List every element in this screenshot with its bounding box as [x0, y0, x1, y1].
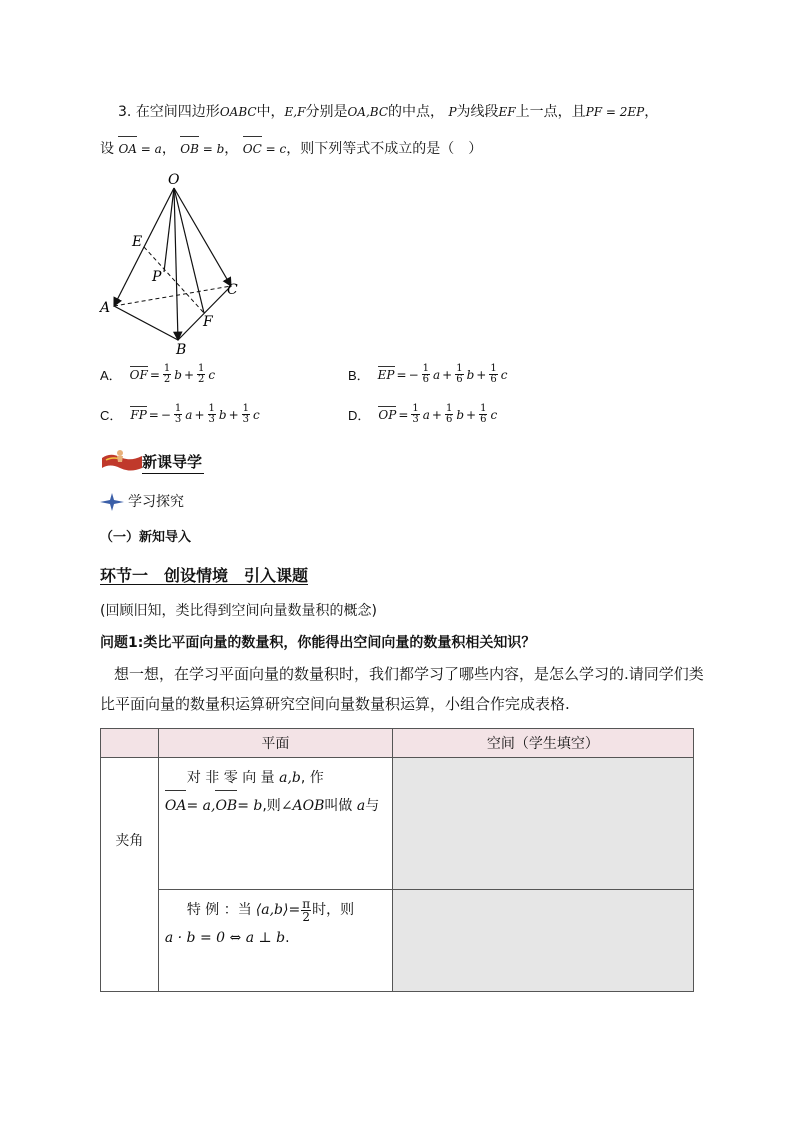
- plane-cell-special-case: [158, 890, 392, 992]
- question-line-2: 设 OA = a， OB = b， OC = c，则下列等式不成立的是（ ）: [100, 138, 482, 160]
- vector-ob: OB: [215, 792, 237, 820]
- vector-oc: OC: [243, 138, 262, 160]
- var: c: [490, 407, 498, 422]
- space-cell-definition[interactable]: [392, 758, 693, 890]
- table-header-row: [101, 729, 694, 758]
- table-row: [101, 890, 694, 992]
- var: c: [253, 407, 260, 422]
- vectors-ab: a,b: [279, 770, 301, 786]
- cell-text: 特 例 ：当: [186, 902, 252, 919]
- section-heading: [100, 448, 204, 474]
- var: c: [500, 367, 508, 382]
- fraction: $\frac{1}{6}$: [490, 363, 497, 385]
- var: a: [185, 407, 193, 422]
- fraction: $\frac{1}{2}$: [163, 363, 171, 385]
- fraction: $\frac{1}{6}$: [445, 403, 453, 425]
- question-1: 问题1:类比平面向量的数量积，你能得出空间向量的数量积相关知识？: [100, 635, 536, 651]
- option-b[interactable]: B． EP = − $\frac{1}{6}$ a + $\frac{1}{6}$ b + $\frac{1}{6}$ c: [348, 363, 508, 385]
- question-line-1: [118, 101, 658, 123]
- segment-ef: EF: [498, 105, 516, 119]
- fraction: $\frac{1}{3}$: [174, 403, 182, 425]
- eq: = b: [237, 798, 263, 814]
- option-d[interactable]: D． OP = $\frac{1}{3}$ a + $\frac{1}{6}$ b + $\frac{1}{6}$ c: [348, 403, 498, 425]
- comparison-table: [100, 728, 694, 992]
- segments-oa-bc: OA,BC: [347, 105, 388, 119]
- quad-name: OABC: [219, 105, 257, 119]
- label-o: O: [168, 172, 180, 188]
- pf-equation: PF = 2EP: [585, 105, 645, 119]
- op: +: [466, 407, 477, 422]
- fraction-pi-over-2: $\frac{\pi}{2}$: [302, 896, 311, 924]
- angle-ab: ⟨a,b⟩=: [255, 902, 301, 919]
- label-f: F: [203, 314, 213, 330]
- part-title: （一）新知导入: [100, 530, 192, 545]
- cell-text: 时，则: [312, 902, 355, 919]
- q-text: ，则下列等式不成立的是（ ）: [286, 141, 483, 157]
- header-empty: [101, 729, 159, 758]
- op: +: [183, 367, 195, 382]
- var: a: [433, 367, 441, 382]
- perpendicular-condition: a · b = 0 ⇔ a ⊥ b: [164, 930, 286, 947]
- sub-title: 学习探究: [128, 494, 184, 510]
- label-b: B: [176, 342, 187, 358]
- vector-a: a: [356, 798, 366, 814]
- header-space: 空间（学生填空）: [392, 729, 693, 758]
- cell-text: .: [285, 930, 290, 947]
- fraction: $\frac{1}{6}$: [456, 363, 463, 385]
- option-label: C．: [100, 408, 123, 423]
- vector-lhs: FP: [130, 407, 147, 422]
- op: +: [476, 367, 487, 382]
- plane-cell-definition: [158, 758, 392, 890]
- paragraph-line-1: 想一想，在学习平面向量的数量积时，我们都学习了哪些内容，是怎么学习的.请同学们类: [114, 665, 704, 683]
- table-row: [101, 758, 694, 890]
- space-cell-special-case[interactable]: [392, 890, 693, 992]
- q-text: 在空间四边形: [135, 104, 220, 120]
- cell-text: , 作: [300, 770, 324, 786]
- option-a[interactable]: A． OF = $\frac{1}{2}$ b + $\frac{1}{2}$ c: [100, 363, 216, 385]
- sign: −: [160, 407, 171, 422]
- eq: = a,: [186, 798, 216, 814]
- sub-heading: [100, 491, 184, 513]
- vector-oa: OA: [118, 138, 137, 160]
- step-title: 环节一 创设情境 引入课题: [100, 566, 309, 585]
- option-label: D．: [348, 408, 371, 423]
- star-icon: [100, 493, 124, 511]
- cell-text: ,则: [262, 798, 281, 814]
- q-text: 上一点，且: [515, 104, 586, 120]
- label-p: P: [152, 269, 162, 285]
- vector-b: b: [216, 142, 225, 156]
- label-c: C: [227, 282, 238, 298]
- var: b: [466, 367, 475, 382]
- sep: ，: [161, 141, 176, 157]
- edge-ab: [114, 306, 178, 340]
- vector-lhs: EP: [377, 367, 395, 382]
- banner-icon: [100, 448, 144, 474]
- section-title: 新课导学: [142, 451, 204, 474]
- paragraph-line-2: 比平面向量的数量积运算研究空间向量数量积运算，小组合作完成表格.: [100, 695, 570, 713]
- vector-ob: OB: [180, 138, 199, 160]
- cell-text: 与: [365, 798, 380, 814]
- q-text: 的中点，: [388, 104, 444, 120]
- var: b: [456, 407, 465, 422]
- vector-c: c: [279, 142, 287, 156]
- header-plane: 平面: [158, 729, 392, 758]
- cell-text: 对 非 零 向 量: [186, 770, 275, 786]
- var: b: [218, 407, 227, 422]
- var: c: [208, 367, 216, 382]
- segment-of: [174, 188, 204, 313]
- q-text: ，: [644, 104, 659, 120]
- q-text: 设: [100, 141, 114, 157]
- op: +: [431, 407, 442, 422]
- option-label: A．: [100, 368, 122, 383]
- fraction: $\frac{1}{3}$: [412, 403, 419, 425]
- edge-ac-hidden: [114, 286, 231, 306]
- fraction: $\frac{1}{3}$: [242, 403, 250, 425]
- fraction: $\frac{1}{6}$: [422, 363, 430, 385]
- q-text: 为线段: [456, 104, 499, 120]
- edge-oc: [174, 188, 231, 286]
- op: +: [194, 407, 205, 422]
- var: b: [174, 367, 182, 382]
- q-text: 中，: [256, 104, 285, 120]
- point-p: P: [448, 105, 457, 119]
- var: a: [422, 407, 430, 422]
- tetrahedron-figure: [96, 168, 256, 358]
- vector-a: a: [154, 142, 162, 156]
- label-e: E: [132, 234, 143, 250]
- points-ef: E,F: [284, 105, 306, 119]
- op: +: [442, 367, 453, 382]
- cell-text: 叫做: [324, 798, 353, 814]
- fraction: $\frac{1}{6}$: [480, 403, 487, 425]
- fraction: $\frac{1}{2}$: [198, 363, 205, 385]
- vector-oa: OA: [165, 792, 187, 820]
- vector-lhs: OP: [378, 407, 397, 422]
- step-note: (回顾旧知，类比得到空间向量数量积的概念): [100, 603, 377, 619]
- sign: −: [408, 367, 419, 382]
- option-label: B．: [348, 368, 370, 383]
- label-a: A: [100, 300, 111, 316]
- row-label-angle: 夹角: [101, 758, 159, 992]
- sep: ，: [224, 141, 239, 157]
- vector-lhs: OF: [129, 367, 148, 382]
- op: +: [228, 407, 239, 422]
- segment-op: [164, 188, 174, 272]
- fraction: $\frac{1}{3}$: [208, 403, 215, 425]
- q-text: 分别是: [305, 104, 348, 120]
- angle-aob: ∠AOB: [280, 798, 325, 814]
- option-c[interactable]: C． FP = − $\frac{1}{3}$ a + $\frac{1}{3}$ b + $\frac{1}{3}$ c: [100, 403, 260, 425]
- question-number: 3.: [118, 104, 132, 120]
- edge-ob: [174, 188, 178, 340]
